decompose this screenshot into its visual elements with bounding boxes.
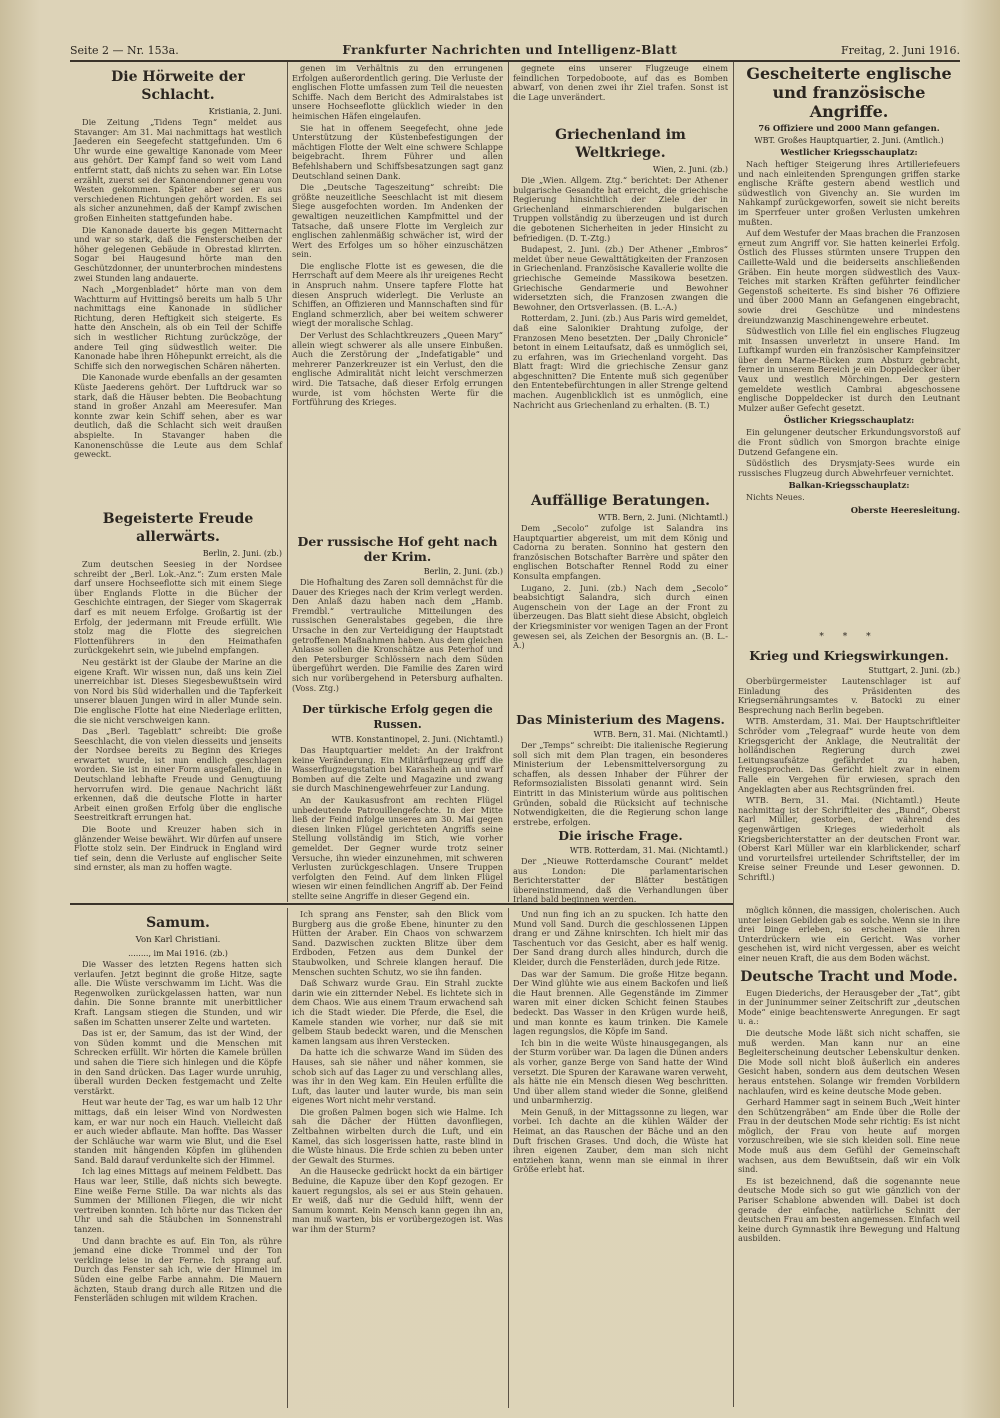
paragraph: gegnete eins unserer Flugzeuge einem feindlichen Torpedoboote, auf das es Bomben abwarf, von denen zwei ihr Ziel trafen. Sonst ist die Lage unverändert. <box>513 63 728 102</box>
dateline: Kristiania, 2. Juni. <box>208 107 282 116</box>
dateline: ........, im Mai 1916. (zb.) <box>128 949 228 958</box>
paragraph: Ein gelungener deutscher Erkundungsvorstoß auf die Front südlich von Smorgon brachte einige Dutzend Gefangene ein. <box>738 427 960 457</box>
paragraph: Nach „Morgenbladet“ hörte man von dem Wachtturm auf Hvittingsö bereits um halb 5 Uhr nachmittags eine Kanonade in südlicher Richtung, deren Heftigkeit sich steigerte. Es hatte den Anschein, als ob ein Teil der Schiffe sich in westlicher Richtung zurückzöge, der andere Teil ging südwestlich weiter. Die Kanonade habe ihren Höhepunkt erreicht, als die Schiffe sich den norwegischen Schären näherten. <box>74 284 282 371</box>
paragraph: Mein Genuß, in der Mittagssonne zu liegen, war vorbei. Ich dachte an die kühlen Wälder der Heimat, an das Rauschen der Bäche und an den Duft frischen Grases. Und doch, die Wüste hat ihren eigenen Zauber, dem man sich nicht entziehen kann, wenn man sie einmal in ihrer Größe erlebt hat. <box>513 1106 728 1175</box>
paragraph: Die Kanonade wurde ebenfalls an der gesamten Küste Jaederens gehört. Der Luftdruck war so stark, daß die Häuser bebten. Die Beobachtung stand in großer Anzahl am Meeresufer. Man konnte zwar kein Schiff sehen, aber es war deutlich, daß die Schlacht sich weit draußen abspielte. In Stavanger haben die Kanonenschüsse die Leute aus dem Schlaf geweckt. <box>74 372 282 460</box>
paragraph: Die Zeitung „Tidens Tegn“ meldet aus Stavanger: Am 31. Mai nachmittags hat westlich Jaederen ein Seegefecht stattgefunden. Um 6 Uhr wurde eine gewaltige Kanonade vom Meer aus gehört. Der Kampf fand so weit vom Land entfernt statt, daß nichts zu sehen war. Ein Lotse erzählt, zuerst sei der Kanonendonner genau von Westen gekommen. Später aber sei er aus verschiedenen Richtungen gehört worden. Es sei als sicher anzunehmen, daß der Kampf zwischen großen Einheiten stattgefunden habe. <box>74 117 282 223</box>
article-deutsche-tracht <box>738 906 960 1406</box>
article-beratungen <box>513 488 728 700</box>
feuilleton-samum <box>74 910 282 1406</box>
headline: Krieg und Kriegswirkungen. <box>749 648 949 663</box>
paragraph: Da hatte ich die schwarze Wand im Süden des Hauses, sah sie näher und näher kommen, sie schob sich auf das Lager zu und verschlang alles, was ihr in den Weg kam. Ein Heulen erfüllte die Luft, das lauter und lauter wurde, bis man sein eigenes Wort nicht mehr verstand. <box>292 1047 503 1106</box>
signature: Oberste Heeresleitung. <box>850 505 960 515</box>
paragraph: Es ist bezeichnend, daß die sogenannte neue deutsche Mode sich so gut wie gänzlich von der Pariser Schablone abwenden will. Dabei ist doch gerade der einfache, natürliche Schnitt der deutschen Frau am besten angemessen. Einfach weil keine durch Gymnastik ihre Bewegung und Haltung ausbilden. <box>738 1175 960 1244</box>
headline: Griechenland im Weltkriege. <box>555 127 686 161</box>
article-griechenland <box>513 122 728 482</box>
column-divider <box>287 62 288 902</box>
paragraph: WTB. Amsterdam, 31. Mai. Der Hauptschriftleiter Schröder vom „Telegraaf“ wurde heute von dem Kriegsgericht der Anklage, die Neutralität der holländischen Regierung durch zwei Leitungsaufsätze gefährdet zu haben, freigesprochen. Das Gericht hielt zwar in einem Falle ein Vergehen für erwiesen, sprach den Angeklagten aber aus Rechtsgründen frei. <box>738 716 960 794</box>
headline: Das Ministerium des Magens. <box>516 712 725 727</box>
headline: Auffällige Beratungen. <box>531 493 710 509</box>
article-fragment <box>513 64 728 119</box>
paragraph: Das ist er, der Samum, das ist der Wind, der von Süden kommt und die Menschen mit Schrecken erfüllt. Wir hörten die Kamele brüllen und sahen die Tiere sich hinlegen und die Köpfe in den Sand drücken. Das Lager wurde unruhig, überall wurden Decken festgemacht und Zelte verstärkt. <box>74 1028 282 1096</box>
paragraph: Die „Deutsche Tageszeitung“ schreibt: Die größte neuzeitliche Seeschlacht ist mit diesem Siege ausgefochten worden. Im Andenken der gewaltigen neuzeitlichen Kampfmittel und der Tatsache, daß unsere Flotte im Vergleich zur englischen zahlenmäßig schwächer ist, wird der Wert des Erfolges um so höher einzuschätzen sein. <box>292 182 503 260</box>
dateline: WTB. Bern, 31. Mai. (Nichtamtl.) <box>593 730 728 739</box>
headline: Deutsche Tracht und Mode. <box>740 968 958 985</box>
paragraph: Die deutsche Mode läßt sich nicht schaffen, sie muß werden. Man kann nur an eine Begleiterscheinung deutscher Lebenskultur denken. Die Mode soll nicht bloß äußerlich ein anderes Gesicht haben, sondern aus dem deutschen Wesen heraus entstehen. Solange wir fremden Vorbildern nachlaufen, wird es keine deutsche Mode geben. <box>738 1027 960 1096</box>
column-divider <box>733 62 734 1407</box>
article-russischer-hof <box>292 528 503 693</box>
headline: Die Hörweite der Schlacht. <box>111 69 245 103</box>
paragraph: WTB. Bern, 31. Mai. (Nichtamtl.) Heute nachmittag ist der Schriftleiter des „Bund“, Oberst Karl Müller, gestorben, der während des gegenwärtigen Krieges wiederholt als Kriegsberichterstatter an der deutschen Front war. (Oberst Karl Müller war ein klarblickender, scharf und vorurteilsfrei urteilender Schriftsteller, der im Kreise seiner Freunde und Leser gewonnen. D. Schriftl.) <box>738 795 960 882</box>
section-heading: Westlicher Kriegsschauplatz: <box>780 147 918 157</box>
paragraph: Heut war heute der Tag, es war um halb 12 Uhr mittags, daß ein leiser Wind von Nordwesten kam, er war nur noch ein Hauch. Vielleicht daß er auch wieder abflaute. Man hoffte. Das Wasser der Schläuche war warm wie Blut, und die Esel standen mit hängenden Köpfen im glühenden Sand. Bald darauf verdunkelte sich der Himmel. <box>74 1097 282 1165</box>
headline: Der russische Hof geht nach der Krim. <box>297 534 498 564</box>
paragraph: Sie hat in offenem Seegefecht, ohne jede Unterstützung der Küstenbefestigungen der mächtigen Flotte der Welt eine schwere Schlappe beigebracht. Ihrem Führer und allen Befehlshabern und Schiffsbesatzungen sagt ganz Deutschland seinen Dank. <box>292 122 503 181</box>
feuilleton-continuation <box>292 910 503 1406</box>
paragraph: möglich können, die massigen, cholerischen. Auch unter leisen Gebilden gab es solche. Wenn sie in ihre drei Dinge erleben, so erscheinen sie ihren Unterdrückern wie ein Gericht. Was vorher geschehen ist, wird nicht vergessen, aber es weicht einer neuen Kraft, die aus dem Boden wächst. <box>738 905 960 963</box>
paragraph: Die Wasser des letzten Regens hatten sich verlaufen. Jetzt beginnt die große Hitze, sagte alle. Die Wüste verschwamm im Licht. Was die Regenwolken zurückgelassen hatten, war nun dahin. Die Sonne brannte mit unerbittlicher Kraft. Langsam stiegen die Stunden, und wir saßen im Schatten unserer Zelte und warteten. <box>74 959 282 1027</box>
paragraph: Oberbürgermeister Lautenschlager ist auf Einladung des Präsidenten des Kriegsernährungsamtes v. Batocki zu einer Besprechung nach Berlin begeben. <box>738 676 960 715</box>
paragraph: Ich sprang ans Fenster, sah den Blick vom Burgberg aus die große Ebene, hinunter zu den Hütten der Araber. Ein Chaos von schwarzem Sand. Dazwischen zuckten Blitze über dem Erdboden, Fetzen aus dem Dunkel der Staubwolken, und Schreie klangen herauf. Die Menschen suchten Schutz, wo sie ihn fanden. <box>292 909 503 977</box>
subheadline: 76 Offiziere und 2000 Mann gefangen. <box>758 123 940 133</box>
issue-date: Freitag, 2. Juni 1916. <box>840 43 960 57</box>
paragraph: Das „Berl. Tageblatt“ schreibt: Die große Seeschlacht, die von vielen diesseits und jenseits der Nordsee bereits zu Beginn des Krieges erwartet wurde, ist nun endlich geschlagen worden. Sie ist in einer Form ausgefallen, die in Deutschland lebhafte Freude und Genugtuung hervorrufen wird. Die genaue Nachricht läßt erkennen, daß die deutsche Flotte in harter Arbeit einen großen Erfolg über die englische Seestreitkraft errungen hat. <box>74 726 282 823</box>
article-hoerweite <box>74 64 282 500</box>
paragraph: Die Hofhaltung des Zaren soll demnächst für die Dauer des Krieges nach der Krim verlegt werden. Den Anlaß dazu haben nach dem „Hamb. Fremdbl.“ vertrauliche Mitteilungen des russischen Generalstabes gegeben, die ihre Ursache in den zur Verteidigung der Hauptstadt getroffenen Maßnahmen haben. Aus dem gleichen Anlasse sollen die Kronschätze aus Peterhof und den Petersburger Schlössern nach dem Süden übergeführt werden. Die Familie des Zaren wird sich nur vorübergehend in Petersburg aufhalten. (Voss. Ztg.) <box>292 577 503 693</box>
paragraph: genen im Verhältnis zu den errungenen Erfolgen außerordentlich gering. Die Verluste der englischen Flotte umfassen zum Teil die neuesten Schiffe. Nach dem Bericht des Admiralstabes ist unsere Hochseeflotte glücklich wieder in den heimischen Häfen eingelaufen. <box>292 63 503 121</box>
dateline: WBT. Großes Hauptquartier, 2. Juni. (Amtlich.) <box>754 136 944 145</box>
paragraph: Die Kanonade dauerte bis gegen Mitternacht und war so stark, daß die Fensterscheiben der höher gelegenen Gebäude in Obrestad klirrten. Sogar bei Haugesund hörte man den Geschützdonner, der ununterbrochen mindestens zwei Stunden lang andauerte. <box>74 224 282 283</box>
paragraph: Südwestlich von Lille fiel ein englisches Flugzeug mit Insassen unverletzt in unsere Hand. Im Luftkampf wurden ein französischer Kampfeinsitzer über dem Marne-Rücken zum Absturz gebracht, ferner in unserem Bereich je ein Doppeldecker über Vaux und westlich Mörchingen. Der gestern gemeldete westlich Cambrai abgeschossene englische Doppeldecker ist durch den Leutnant Mulzer außer Gefecht gesetzt. <box>738 326 960 413</box>
paragraph: Dem „Secolo“ zufolge ist Salandra ins Hauptquartier abgereist, um mit dem König und Cadorna zu beraten. Sonnino hat gestern den französischen Botschafter Barrère und später den englischen Botschafter Rennel Rodd zu einer Konsulta empfangen. <box>513 523 728 581</box>
paragraph: Die Boote und Kreuzer haben sich in glänzender Weise bewährt. Wir dürfen auf unsere Flotte stolz sein. Der Eindruck in England wird tief sein, denn die Verluste auf englischer Seite sind ernster, als man zu hoffen wagte. <box>74 824 282 873</box>
paragraph: Ich bin in die weite Wüste hinausgegangen, als der Sturm vorüber war. Da lagen die Dünen anders als vorher, ganze Berge von Sand hatte der Wind versetzt. Die Spuren der Karawane waren verweht, als hätte nie ein Mensch diesen Weg beschritten. Und über allem stand wieder die Sonne, gleißend und unbarmherzig. <box>513 1037 728 1106</box>
section-heading: Östlicher Kriegsschauplatz: <box>783 415 915 426</box>
masthead <box>70 40 960 62</box>
paragraph: Das Hauptquartier meldet: An der Irakfront keine Veränderung. Ein Militärflugzeug griff die Wasserflugzeugstation bei Karasheih an und warf Bomben auf die Zelte und Magazine und zwang sie durch Maschinengewehrfeuer zur Landung. <box>292 745 503 794</box>
paragraph: Der Verlust des Schlachtkreuzers „Queen Mary“ allein wiegt schwerer als alle unsere Einbußen. Auch die Zerstörung der „Indefatigable“ und mehrerer Panzerkreuzer ist ein Verlust, den die englische Admiralität nicht leicht verschmerzen wird. Die Tatsache, daß dieser Erfolg errungen wurde, ist vom höchsten Werte für die Fortführung des Krieges. <box>292 330 503 408</box>
feuilleton-continuation <box>513 910 728 1406</box>
article-heeresbericht <box>738 62 960 622</box>
paragraph: Budapest, 2. Juni. (zb.) Der Athener „Embros“ meldet über neue Gewalttätigkeiten der Franzosen in Griechenland. Französische Kavallerie wollte die griechische Gemeinde Massikowa besetzen. Griechische Gendarmerie und Bewohner widersetzten sich, die Franzosen zwangen die Bewohner, den Ortsverlassen. (B. L.-A.) <box>513 244 728 312</box>
headline: Samum. <box>146 915 210 931</box>
article-freude <box>74 506 282 900</box>
section-heading: Balkan-Kriegsschauplatz: <box>788 480 910 491</box>
page-number: Seite 2 — Nr. 153a. <box>70 43 179 57</box>
dateline: Berlin, 2. Juni. (zb.) <box>202 549 282 558</box>
paragraph: Die englische Flotte ist es gewesen, die die Herrschaft auf dem Meere als ihr ureigenes Recht in Anspruch nahm. Unsere tapfere Flotte hat diesen Anspruch widerlegt. Die Verluste an Schiffen, an Offizieren und Mannschaften sind für England schmerzlich, aber bei weitem schwerer wiegt der moralische Schlag. <box>292 260 503 329</box>
paragraph: Auf dem Westufer der Maas brachen die Franzosen erneut zum Angriff vor. Sie hatten keinerlei Erfolg. Östlich des Flusses stürmten unsere Truppen den Caillette-Wald und die beiderseits anschließenden Gräben. Ein heute morgen südwestlich des Vaux-Teiches mit starken Kräften geführter feindlicher Gegenstoß scheiterte. Es sind bisher 76 Offiziere und über 2000 Mann an Gefangenen eingebracht, sowie drei Geschütze und mindestens dreiundzwanzig Maschinengewehre erbeutet. <box>738 228 960 325</box>
dateline: WTB. Konstantinopel, 2. Juni. (Nichtamtl.) <box>331 735 503 744</box>
dateline: Wien, 2. Juni. (zb.) <box>652 165 728 174</box>
paragraph: Daß Schwarz wurde Grau. Ein Strahl zuckte darin wie ein zitternder Nebel. Es lichtete sich in dem Chaos. Wie aus einem Traum erwachend sah ich die Stadt wieder. Die Pferde, die Esel, die Kamele standen wie vorher, nur daß sie mit gelbem Staub bedeckt waren, und die Menschen kamen langsam aus ihren Verstecken. <box>292 978 503 1046</box>
article-ministerium <box>513 706 728 827</box>
paragraph: Die „Wien. Allgem. Ztg.“ berichtet: Der Athener bulgarische Gesandte hat erreicht, die griechische Regierung hinsichtlich der Ziele der in Griechenland einmarschierenden bulgarischen Truppen vollständig zu überzeugen und ist durch die gebotenen Sicherheiten in jeder Hinsicht zu befriedigen. (D. T.-Ztg.) <box>513 175 728 243</box>
paragraph: An der Kaukasusfront am rechten Flügel unbedeutende Patrouillengefechte. In der Mitte ließ der Feind infolge unseres am 30. Mai gegen diesen linken Flügel gerichteten Angriffs seine Stellung vollständig im Stich, wie vorher gemeldet. Der Gegner wurde trotz seiner Versuche, ihn wieder einzunehmen, mit schweren Verlusten zurückgeschlagen. Unsere Truppen verfolgten den Feind. Auf dem linken Flügel wiesen wir einen feindlichen Angriff ab. Der Feind stellte seine Angriffe in dieser Gegend ein. <box>292 794 503 901</box>
paragraph: Südöstlich des Drysmjaty-Sees wurde ein russisches Flugzeug durch Abwehrfeuer vernichtet. <box>738 458 960 478</box>
article-irische-frage <box>513 822 728 905</box>
headline: Der türkische Erfolg gegen die Russen. <box>302 703 493 731</box>
article-kriegswirkungen <box>738 628 960 898</box>
paragraph: Nichts Neues. <box>746 492 805 503</box>
column-divider <box>508 908 509 1408</box>
dateline: WTB. Bern, 2. Juni. (Nichtamtl.) <box>598 513 728 522</box>
dateline: WTB. Rotterdam, 31. Mai. (Nichtamtl.) <box>569 846 728 855</box>
headline: Begeisterte Freude allerwärts. <box>102 511 254 545</box>
paragraph: Rotterdam, 2. Juni. (zb.) Aus Paris wird gemeldet, daß eine Salonikier Drahtung zufolge, der Franzosen Meno besetzten. Der „Daily Chronicle“ betont in einem Leitaufsatz, daß es unmöglich sei, zu erfahren, was im Griechenland vorgeht. Das Blatt fragt: Wird die griechische Zensur ganz abgeschnitten? Die Entente muß sich gegenüber den Ententebefürchtungen in aller Strenge geltend machen. Augenblicklich ist es unmöglich, eine Nachricht aus Griechenland zu erhalten. (B. T.) <box>513 313 728 410</box>
article-tuerkischer-erfolg <box>292 696 503 900</box>
paragraph: Neu gestärkt ist der Glaube der Marine an die eigene Kraft. Wir wissen nun, daß uns kein Ziel unerreichbar ist. Dieses Siegesbewußtsein wird von Nord bis Süd widerhallen und die Tapferkeit unserer blauen Jungen wird in aller Munde sein. Die englische Flotte hat eine Niederlage erlitten, die sie nicht verschweigen kann. <box>74 656 282 725</box>
paragraph: Das war der Samum. Die große Hitze begann. Der Wind glühte wie aus einem Backofen und ließ die Haut brennen. Alle Gegenstände im Zimmer waren mit einer dicken Schicht feinen Staubes bedeckt. Das Wasser in den Krügen wurde heiß, und man konnte es kaum trinken. Die Kamele lagen regungslos, die Köpfe im Sand. <box>513 968 728 1037</box>
byline: Von Karl Christiani. <box>135 935 221 945</box>
paragraph: Eugen Diederichs, der Herausgeber der „Tat“, gibt in der Juninummer seiner Zeitschrift zur „deutschen Mode“ einige beachtenswerte Anregungen. Er sagt u. a.: <box>738 987 960 1027</box>
headline: Die irische Frage. <box>558 828 683 843</box>
paragraph: Gerhard Hammer sagt in seinem Buch „Weit hinter den Schützengräben“ am Ende über die Rolle der Frau in der deutschen Mode sehr richtig: Es ist nicht möglich, der Frau von heute auf morgen vorzuschreiben, wie sie sich kleiden soll. Eine neue Mode muß aus dem Gefühl der Gemeinschaft wachsen, aus dem Bewußtsein, daß wir ein Volk sind. <box>738 1097 960 1175</box>
separator-stars: * * * <box>819 632 879 642</box>
paragraph: Die großen Palmen bogen sich wie Halme. Ich sah die Dächer der Hütten davonfliegen, Zeltbahnen wirbelten durch die Luft, und ein Kamel, das sich losgerissen hatte, raste blind in die Wüste hinaus. Die Erde schien zu beben unter der Gewalt des Sturmes. <box>292 1106 503 1165</box>
column-divider <box>508 62 509 902</box>
paper-title: Frankfurter Nachrichten und Intelligenz-Blatt <box>342 43 678 57</box>
dateline: Stuttgart, 2. Juni. (zb.) <box>868 666 960 675</box>
dateline: Berlin, 2. Juni. (zb.) <box>423 567 503 576</box>
article-continuation <box>292 64 503 524</box>
paragraph: Der „Temps“ schreibt: Die italienische Regierung soll sich mit dem Plan tragen, ein besonderes Ministerium der Lebensmittelversorgung zu schaffen, als dessen Inhaber der Führer der Reformsozialisten Bissolati genannt wird. Sein Eintritt in das Ministerium würde aus politischen Gründen, sobald die Rücksicht auf technische Notwendigkeiten, die die Regierung schon lange erstrebe, erfolgen. <box>513 740 728 827</box>
paragraph: An die Hausecke gedrückt hockt da ein bärtiger Beduine, die Kapuze über den Kopf gezogen. Er kauert regungslos, als sei er aus Stein gehauen. Er weiß, daß nur die Geduld hilft, wenn der Samum kommt. Kein Mensch kann gegen ihn an, man muß warten, bis er vorübergezogen ist. Was war ihm der Sturm? <box>292 1166 503 1234</box>
paragraph: Nach heftiger Steigerung ihres Artilleriefeuers und nach einleitenden Sprengungen griffen starke englische Kräfte gestern abend westlich und südwestlich von Givenchy an. Sie wurden im Nahkampf zurückgeworfen, soweit sie nicht bereits im Sperrfeuer unter großen Verlusten umkehren mußten. <box>738 159 960 227</box>
paragraph: Zum deutschen Seesieg in der Nordsee schreibt der „Berl. Lok.-Anz.“: Zum ersten Male darf unsere Hochseeflotte sich mit einem Siege über Englands Flotte in die Bücher der Geschichte eintragen, der Sieger vom Skagerrak darf es mit neuem Erfolge. Großartig ist der Erfolg, der jedermann mit Freude erfüllt. Wie stolz mag die Flotte des siegreichen Flottenführers in den Heimathafen zurückgekehrt sein, wie jubelnd empfangen. <box>74 559 282 656</box>
headline: Gescheiterte englische und französische Angriffe. <box>746 64 952 121</box>
paragraph: Und nun fing ich an zu spucken. Ich hatte den Mund voll Sand. Durch die geschlossenen Lippen drang er und Zähne knirschten. Ich hielt mir das Taschentuch vor das Gesicht, aber es half wenig. Der Sand drang durch alles hindurch, durch die Kleider, durch die Fensterläden, durch jede Ritze. <box>513 909 728 967</box>
paragraph: Und dann brachte es auf. Ein Ton, als rühre jemand eine dicke Trommel und der Ton verklinge leise in der Ferne. Ich sprang auf. Durch das Fenster sah ich, wie der Himmel im Süden eine gelbe Farbe annahm. Die Mauern ächzten, Staub drang durch alle Ritzen und die Fensterläden schlugen mit wildem Krachen. <box>74 1235 282 1304</box>
paragraph: Ich lag eines Mittags auf meinem Feldbett. Das Haus war leer, Stille, daß nichts sich bewegte. Eine weiße Ferne Stille. Da war nichts als das Summen der Millionen Fliegen, die wir nicht vertreiben konnten. Ich hörte nur das Ticken der Uhr und sah die Stäubchen im Sonnenstrahl tanzen. <box>74 1166 282 1235</box>
paragraph: Lugano, 2. Juni. (zb.) Nach dem „Secolo“ beabsichtigt Salandra, sich durch einen Augenschein von der Lage an der Front zu überzeugen. Das Blatt sieht diese Absicht, obgleich der Kriegsminister vor wenigen Tagen an der Front gewesen sei, als Zeichen der Besorgnis an. (B. L.-A.) <box>513 582 728 651</box>
column-divider <box>287 908 288 1408</box>
paragraph: Der „Nieuwe Rotterdamsche Courant“ meldet aus London: Die parlamentarischen Berichterstatter der Blätter bestätigen übereinstimmend, daß die Verhandlungen über Irland bald beginnen werden. <box>513 856 728 905</box>
